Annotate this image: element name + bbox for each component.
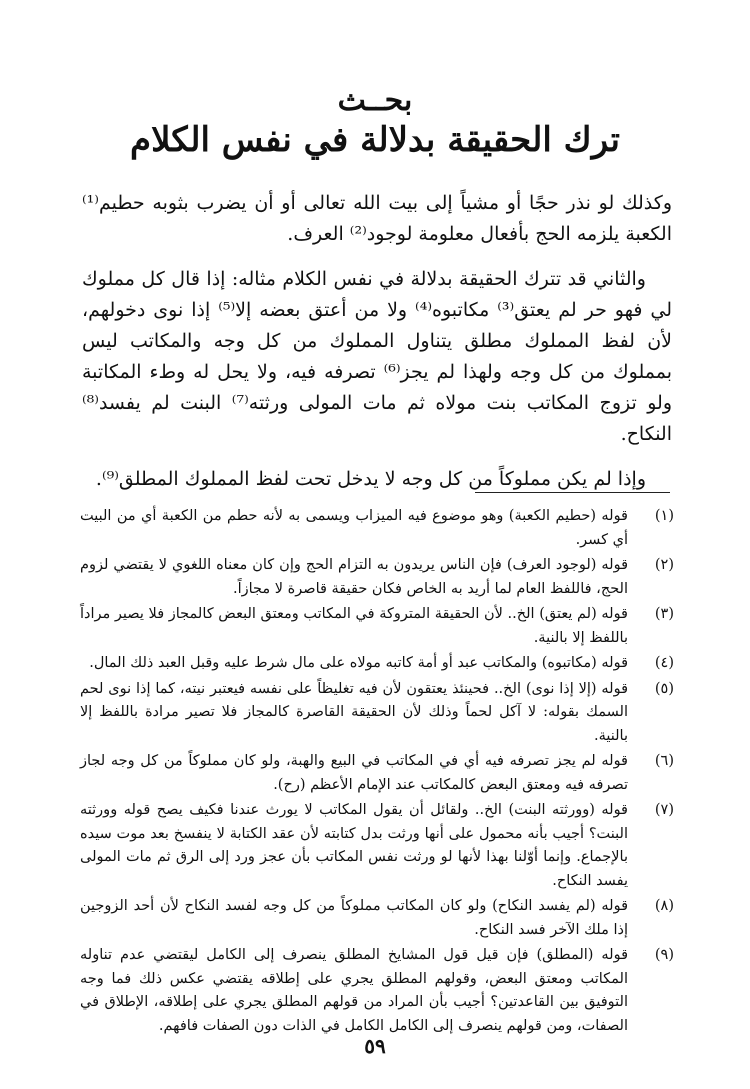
footnote-item bbox=[80, 944, 674, 1038]
footnote-divider bbox=[475, 492, 670, 493]
footnote-item bbox=[80, 895, 674, 942]
footnote-text: قوله (حطيم الكعبة) وهو موضوع فيه الميزاب ويسمى به لأنه حطم من الكعبة أي من البيت أي كسر. bbox=[80, 508, 628, 548]
page-number: ٥٩ bbox=[364, 1034, 386, 1058]
footnote-number: (٥) bbox=[654, 680, 674, 697]
footnote-item bbox=[80, 652, 674, 676]
footnote-number: (٣) bbox=[654, 606, 674, 622]
footnote-text: قوله (لم يفسد النكاح) ولو كان المكاتب مملوكاً من كل وجه لفسد النكاح لأن أحد الزوجين إذا ملك الآخر فسد النكاح. bbox=[80, 898, 628, 938]
footnote-number: (٧) bbox=[654, 802, 674, 818]
page-title: ترك الحقيقة بدلالة في نفس الكلام bbox=[130, 120, 620, 160]
footnote-item bbox=[80, 603, 674, 650]
footnote-text: قوله لم يجز تصرفه فيه أي في المكاتب في البيع والهبة، ولو كان مملوكاً من كل وجه لجاز تصرفه فيه ومعتق البعض كالمكاتب عند الإمام الأعظم (رح). bbox=[80, 753, 628, 793]
footnote-text: قوله (لوجود العرف) فإن الناس يريدون به التزام الحج وإن كان معناه اللغوي لا يقتضي لزوم الحج، فاللفظ العام لما أريد به الخاص فكان حقيقة قاصرة لا مجازاً. bbox=[80, 557, 629, 597]
paragraph: والثاني قد تترك الحقيقة بدلالة في نفس الكلام مثاله: إذا قال كل مملوك لي فهو حر لم يعتق⁽³⁾ مكاتبوه⁽⁴⁾ ولا من أعتق بعضه إلا⁽⁵⁾ إذا نوى دخولهم، لأن لفظ المملوك مطلق يتناول المملوك من كل وجه والمكاتب ليس بمملوك من كل وجه ولهذا لم يجز⁽⁶⁾ تصرفه فيه، ولا يحل له وطء المكاتبة ولو تزوج المكاتب بنت مولاه ثم مات المولى ورثته⁽⁷⁾ البنت لم يفسد⁽⁸⁾ النكاح. bbox=[82, 268, 673, 445]
paragraph: وكذلك لو نذر حجًا أو مشياً إلى بيت الله تعالى أو أن يضرب بثوبه حطيم⁽¹⁾ الكعبة يلزمه الحج بأفعال معلومة لوجود⁽²⁾ العرف. bbox=[82, 192, 672, 245]
footnote-number: (٦) bbox=[654, 753, 674, 769]
footnote-number: (٩) bbox=[654, 947, 674, 963]
footnote-item bbox=[80, 678, 674, 749]
section-label: بحــث bbox=[337, 83, 413, 118]
footnote-number: (٨) bbox=[654, 898, 674, 914]
footnote-item bbox=[80, 799, 674, 893]
footnote-number: (٢) bbox=[654, 557, 674, 573]
footnote-number: (١) bbox=[654, 508, 674, 524]
footnote-number: (٤) bbox=[654, 655, 674, 671]
main-text bbox=[82, 188, 672, 509]
footnote-text: قوله (وورثته البنت) الخ.. ولقائل أن يقول المكاتب لا يورث عندنا فكيف يصح قوله وورثته البنت؟ أجيب بأنه محمول على أنها ورثت بدل كتابته لأن عقد الكتابة لا ينفسخ بعد موت سيده بالإجماع. وإنما أوّلنا بهذا لأنها لو ورثت نفس المكاتب بأن عجز ورد إلى الرق ثم مات المولى يفسد النكاح. bbox=[80, 802, 628, 889]
footnote-item bbox=[80, 505, 674, 552]
footnotes bbox=[80, 505, 674, 1040]
footnote-item bbox=[80, 554, 674, 601]
footnote-text: قوله (لم يعتق) الخ.. لأن الحقيقة المتروكة في المكاتب ومعتق البعض كالمجاز فلا يصير مراداً باللفظ إلا بالنية. bbox=[80, 606, 628, 646]
footnote-text: قوله (المطلق) فإن قيل قول المشايخ المطلق ينصرف إلى الكامل ليقتضي عدم تناوله المكاتب ومعتق البعض، وقولهم المطلق يجري على إطلاقه يقتضي عكس ذلك فما وجه التوفيق بين القاعدتين؟ أجيب بأن المراد من قولهم المطلق يجري على إطلاقه، الإطلاق في الصفات، ومن قولهم ينصرف إلى الكامل الكامل في الذات دون الصفات فافهم. bbox=[80, 947, 628, 1034]
footnote-item bbox=[80, 750, 674, 797]
footnote-text: قوله (إلا إذا نوى) الخ.. فحينئذ يعتقون لأن فيه تغليظاً على نفسه فيعتبر نيته، كما إذا نوى لحم السمك بقوله: لا آكل لحماً وذلك لأن الحقيقة القاصرة كالمجاز فلا تصير مرادة باللفظ إلا بالنية. bbox=[80, 680, 628, 744]
footnote-text: قوله (مكاتبوه) والمكاتب عبد أو أمة كاتبه مولاه على مال شرط عليه وقبل العبد ذلك المال. bbox=[89, 655, 628, 671]
paragraph: وإذا لم يكن مملوكاً من كل وجه لا يدخل تحت لفظ المملوك المطلق⁽⁹⁾. bbox=[95, 468, 646, 490]
